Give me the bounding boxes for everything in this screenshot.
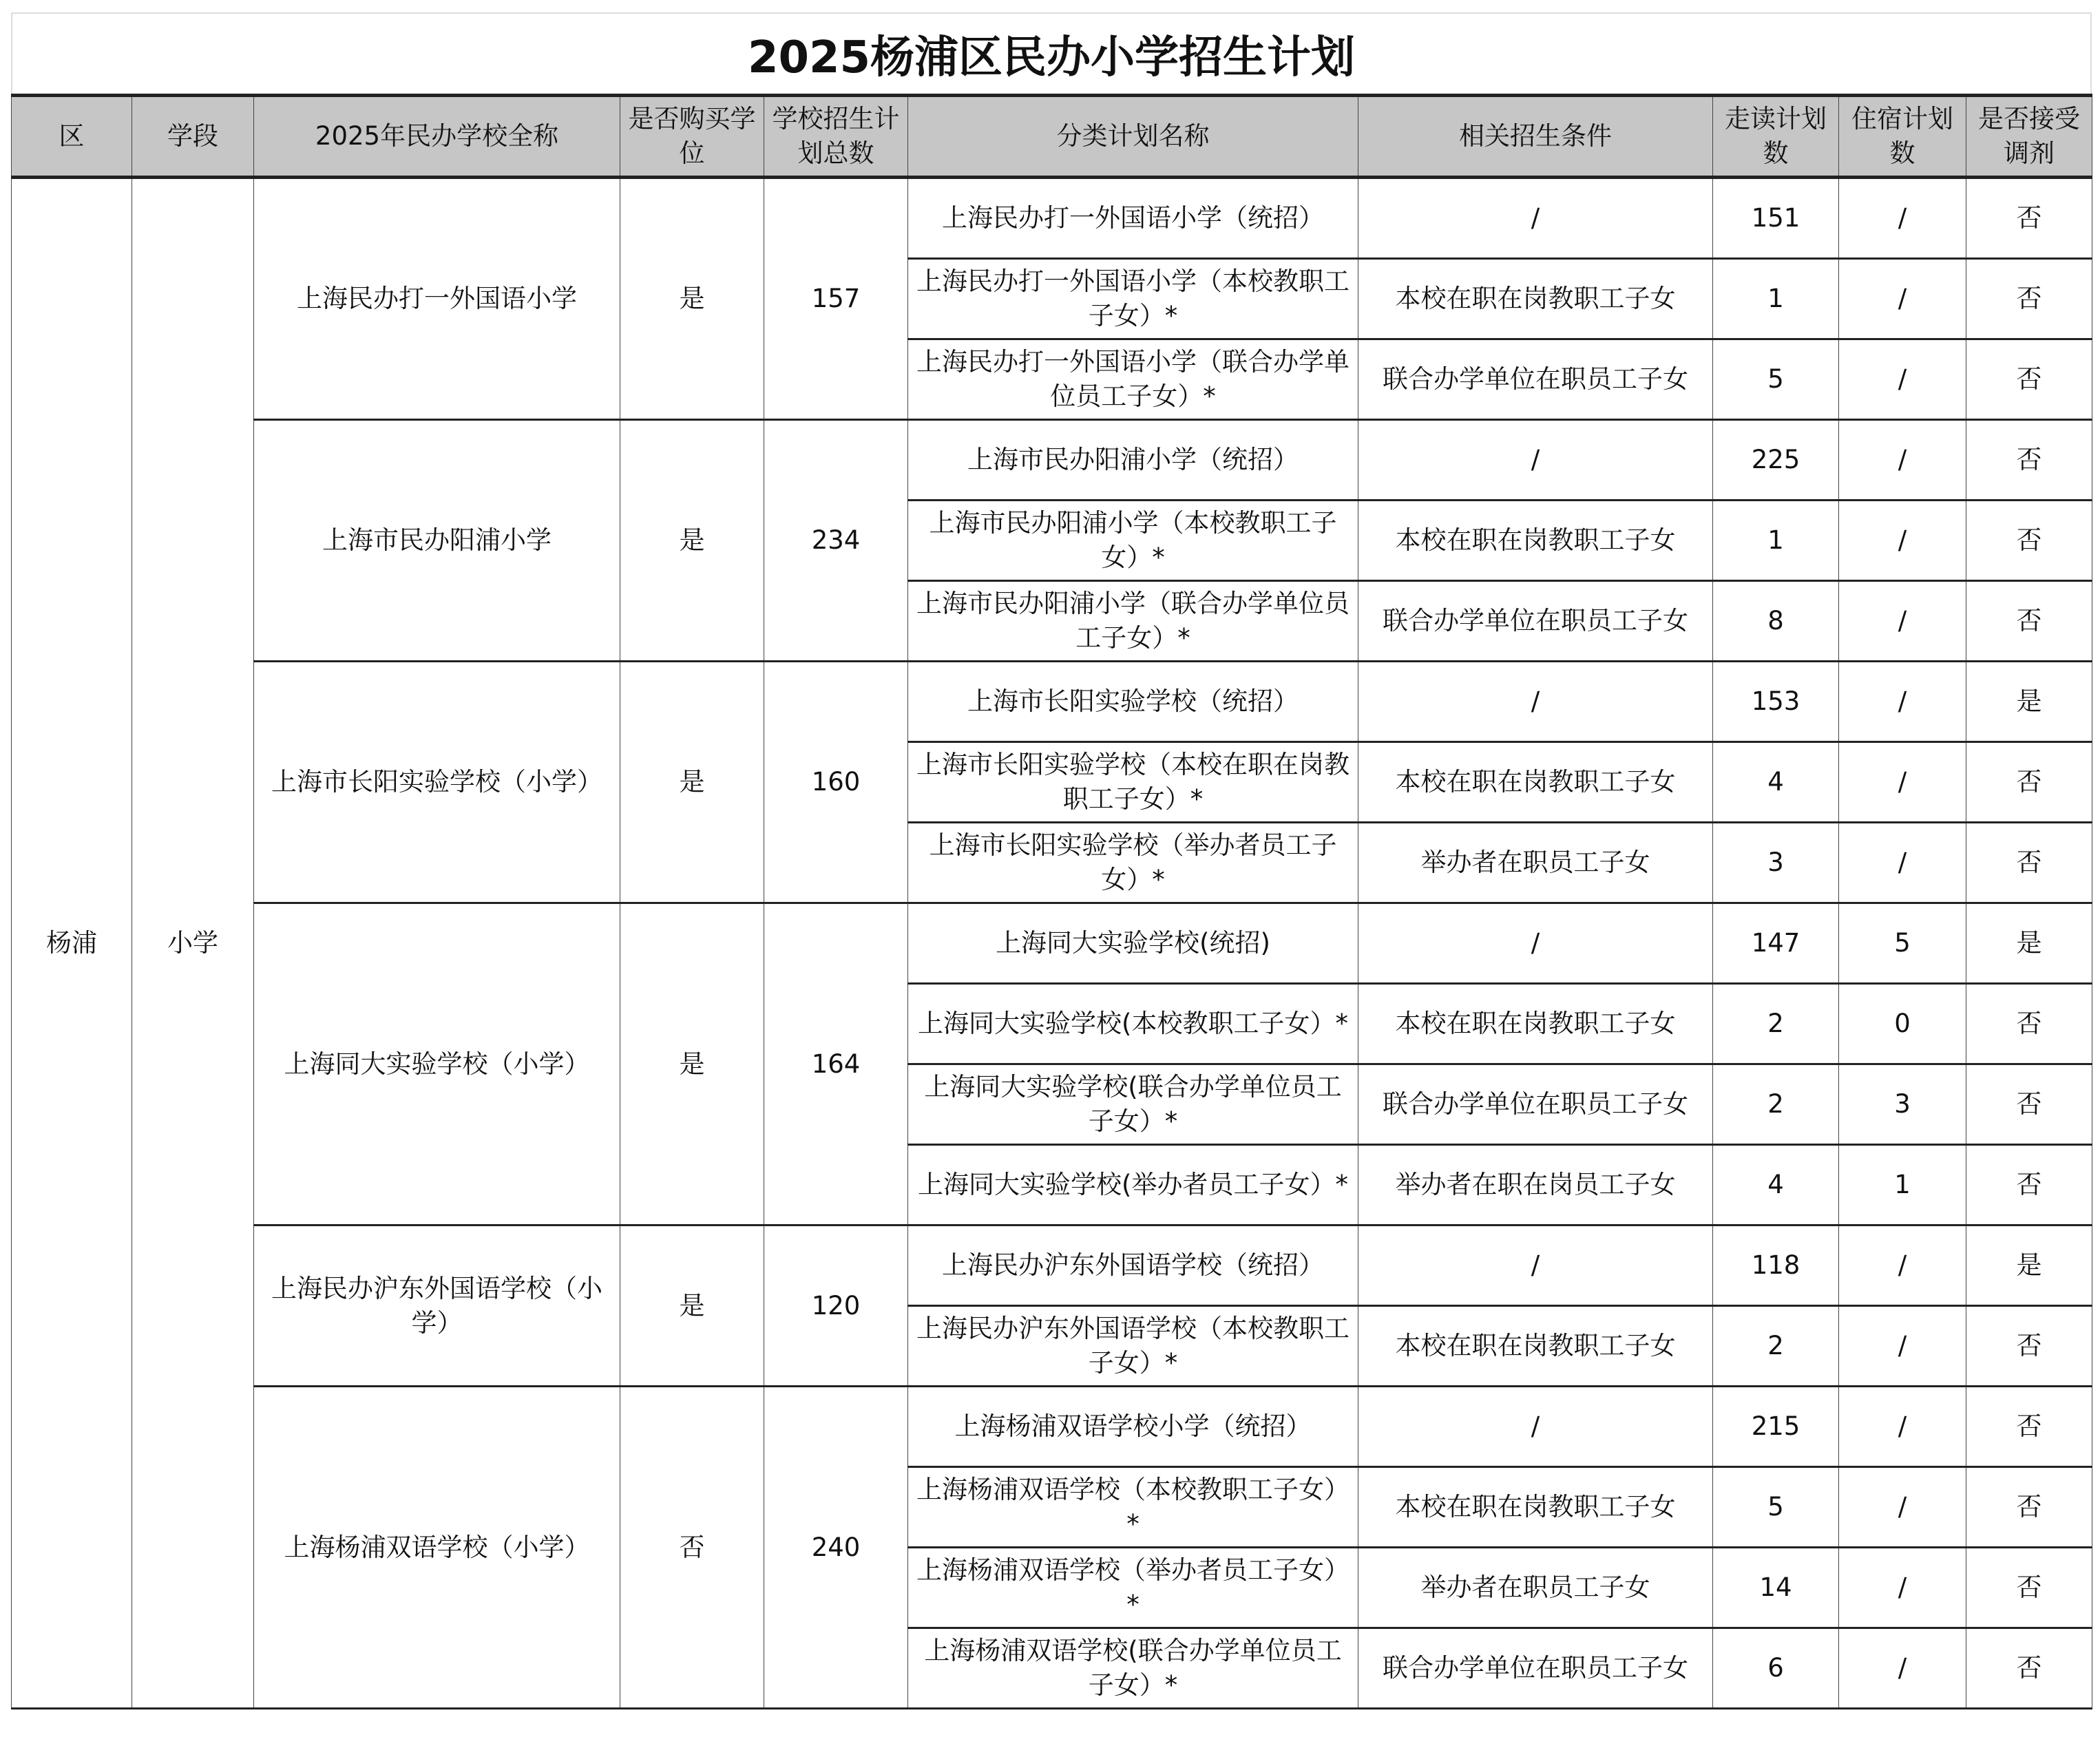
buy-seats-cell: 是 — [620, 1225, 764, 1387]
school-name-cell: 上海杨浦双语学校（小学） — [254, 1387, 620, 1709]
conditions-cell: / — [1358, 903, 1713, 984]
table-row — [12, 903, 2092, 984]
boarding-plan-cell: / — [1839, 581, 1966, 662]
boarding-plan-cell: / — [1839, 1548, 1966, 1628]
boarding-plan-cell: / — [1839, 1225, 1966, 1306]
boarding-plan-cell: / — [1839, 1467, 1966, 1548]
conditions-cell: 本校在职在岗教职工子女 — [1358, 1306, 1713, 1387]
table-row — [12, 420, 2092, 501]
accept-adjust-cell: 是 — [1966, 903, 2092, 984]
plan-name-cell: 上海市民办阳浦小学（联合办学单位员工子女）* — [908, 581, 1358, 662]
header-buy-seats: 是否购买学位 — [620, 96, 764, 178]
day-plan-cell: 6 — [1713, 1628, 1839, 1709]
accept-adjust-cell: 否 — [1966, 1467, 2092, 1548]
conditions-cell: / — [1358, 420, 1713, 501]
school-name-cell: 上海民办沪东外国语学校（小学） — [254, 1225, 620, 1387]
conditions-cell: 举办者在职在岗员工子女 — [1358, 1145, 1713, 1225]
conditions-cell: / — [1358, 1387, 1713, 1467]
header-conditions: 相关招生条件 — [1358, 96, 1713, 178]
accept-adjust-cell: 否 — [1966, 501, 2092, 581]
table-row — [12, 1387, 2092, 1467]
header-row — [12, 96, 2092, 178]
plan-name-cell: 上海市民办阳浦小学（统招） — [908, 420, 1358, 501]
accept-adjust-cell: 否 — [1966, 984, 2092, 1064]
day-plan-cell: 151 — [1713, 178, 1839, 259]
total-plan-cell: 157 — [764, 178, 908, 420]
accept-adjust-cell: 否 — [1966, 581, 2092, 662]
enrollment-plan-sheet — [11, 12, 2092, 1709]
buy-seats-cell: 是 — [620, 420, 764, 662]
boarding-plan-cell: / — [1839, 259, 1966, 339]
accept-adjust-cell: 否 — [1966, 1548, 2092, 1628]
boarding-plan-cell: / — [1839, 1306, 1966, 1387]
day-plan-cell: 1 — [1713, 501, 1839, 581]
buy-seats-cell: 是 — [620, 662, 764, 903]
conditions-cell: 本校在职在岗教职工子女 — [1358, 1467, 1713, 1548]
boarding-plan-cell: 1 — [1839, 1145, 1966, 1225]
buy-seats-cell: 是 — [620, 903, 764, 1225]
boarding-plan-cell: 5 — [1839, 903, 1966, 984]
conditions-cell: 联合办学单位在职员工子女 — [1358, 1628, 1713, 1709]
accept-adjust-cell: 否 — [1966, 1387, 2092, 1467]
boarding-plan-cell: / — [1839, 742, 1966, 823]
plan-name-cell: 上海民办沪东外国语学校（统招） — [908, 1225, 1358, 1306]
header-accept-adjust: 是否接受调剂 — [1966, 96, 2092, 178]
plan-name-cell: 上海民办打一外国语小学（联合办学单位员工子女）* — [908, 339, 1358, 420]
plan-name-cell: 上海民办打一外国语小学（统招） — [908, 178, 1358, 259]
table-row — [12, 662, 2092, 742]
plan-name-cell: 上海民办打一外国语小学（本校教职工子女）* — [908, 259, 1358, 339]
plan-name-cell: 上海市民办阳浦小学（本校教职工子女）* — [908, 501, 1358, 581]
header-school-name: 2025年民办学校全称 — [254, 96, 620, 178]
plan-name-cell: 上海同大实验学校(举办者员工子女）* — [908, 1145, 1358, 1225]
conditions-cell: 本校在职在岗教职工子女 — [1358, 501, 1713, 581]
day-plan-cell: 118 — [1713, 1225, 1839, 1306]
total-plan-cell: 234 — [764, 420, 908, 662]
accept-adjust-cell: 是 — [1966, 662, 2092, 742]
boarding-plan-cell: / — [1839, 501, 1966, 581]
boarding-plan-cell: / — [1839, 662, 1966, 742]
conditions-cell: 本校在职在岗教职工子女 — [1358, 984, 1713, 1064]
plan-name-cell: 上海同大实验学校(联合办学单位员工子女）* — [908, 1064, 1358, 1145]
plan-name-cell: 上海市长阳实验学校（统招） — [908, 662, 1358, 742]
day-plan-cell: 225 — [1713, 420, 1839, 501]
plan-name-cell: 上海杨浦双语学校（举办者员工子女）* — [908, 1548, 1358, 1628]
day-plan-cell: 2 — [1713, 1306, 1839, 1387]
header-total-plan: 学校招生计划总数 — [764, 96, 908, 178]
plan-name-cell: 上海同大实验学校(统招) — [908, 903, 1358, 984]
conditions-cell: / — [1358, 178, 1713, 259]
day-plan-cell: 4 — [1713, 742, 1839, 823]
conditions-cell: 本校在职在岗教职工子女 — [1358, 259, 1713, 339]
header-boarding-plan: 住宿计划数 — [1839, 96, 1966, 178]
boarding-plan-cell: 0 — [1839, 984, 1966, 1064]
school-name-cell: 上海民办打一外国语小学 — [254, 178, 620, 420]
total-plan-cell: 164 — [764, 903, 908, 1225]
plan-name-cell: 上海杨浦双语学校（本校教职工子女）* — [908, 1467, 1358, 1548]
page-title: 2025杨浦区民办小学招生计划 — [11, 12, 2092, 94]
plan-name-cell: 上海杨浦双语学校小学（统招） — [908, 1387, 1358, 1467]
boarding-plan-cell: / — [1839, 1387, 1966, 1467]
enrollment-table — [11, 94, 2092, 1709]
day-plan-cell: 3 — [1713, 823, 1839, 903]
day-plan-cell: 215 — [1713, 1387, 1839, 1467]
conditions-cell: / — [1358, 1225, 1713, 1306]
conditions-cell: 联合办学单位在职员工子女 — [1358, 1064, 1713, 1145]
header-plan-name: 分类计划名称 — [908, 96, 1358, 178]
conditions-cell: 联合办学单位在职员工子女 — [1358, 581, 1713, 662]
header-day-plan: 走读计划数 — [1713, 96, 1839, 178]
conditions-cell: 举办者在职员工子女 — [1358, 823, 1713, 903]
stage-cell: 小学 — [132, 178, 254, 1709]
day-plan-cell: 1 — [1713, 259, 1839, 339]
boarding-plan-cell: / — [1839, 1628, 1966, 1709]
accept-adjust-cell: 否 — [1966, 339, 2092, 420]
header-stage: 学段 — [132, 96, 254, 178]
accept-adjust-cell: 否 — [1966, 1145, 2092, 1225]
plan-name-cell: 上海杨浦双语学校(联合办学单位员工子女）* — [908, 1628, 1358, 1709]
district-cell: 杨浦 — [12, 178, 132, 1709]
day-plan-cell: 8 — [1713, 581, 1839, 662]
total-plan-cell: 120 — [764, 1225, 908, 1387]
boarding-plan-cell: / — [1839, 178, 1966, 259]
table-row — [12, 178, 2092, 259]
day-plan-cell: 5 — [1713, 339, 1839, 420]
plan-name-cell: 上海民办沪东外国语学校（本校教职工子女）* — [908, 1306, 1358, 1387]
conditions-cell: 联合办学单位在职员工子女 — [1358, 339, 1713, 420]
boarding-plan-cell: 3 — [1839, 1064, 1966, 1145]
conditions-cell: / — [1358, 662, 1713, 742]
school-name-cell: 上海市长阳实验学校（小学） — [254, 662, 620, 903]
day-plan-cell: 147 — [1713, 903, 1839, 984]
conditions-cell: 举办者在职员工子女 — [1358, 1548, 1713, 1628]
boarding-plan-cell: / — [1839, 420, 1966, 501]
total-plan-cell: 240 — [764, 1387, 908, 1709]
accept-adjust-cell: 否 — [1966, 420, 2092, 501]
header-district: 区 — [12, 96, 132, 178]
accept-adjust-cell: 否 — [1966, 259, 2092, 339]
day-plan-cell: 5 — [1713, 1467, 1839, 1548]
day-plan-cell: 2 — [1713, 984, 1839, 1064]
school-name-cell: 上海市民办阳浦小学 — [254, 420, 620, 662]
day-plan-cell: 14 — [1713, 1548, 1839, 1628]
table-row — [12, 1225, 2092, 1306]
accept-adjust-cell: 是 — [1966, 1225, 2092, 1306]
plan-name-cell: 上海同大实验学校(本校教职工子女）* — [908, 984, 1358, 1064]
buy-seats-cell: 否 — [620, 1387, 764, 1709]
day-plan-cell: 153 — [1713, 662, 1839, 742]
accept-adjust-cell: 否 — [1966, 178, 2092, 259]
total-plan-cell: 160 — [764, 662, 908, 903]
buy-seats-cell: 是 — [620, 178, 764, 420]
accept-adjust-cell: 否 — [1966, 1628, 2092, 1709]
day-plan-cell: 2 — [1713, 1064, 1839, 1145]
school-name-cell: 上海同大实验学校（小学） — [254, 903, 620, 1225]
accept-adjust-cell: 否 — [1966, 1306, 2092, 1387]
accept-adjust-cell: 否 — [1966, 823, 2092, 903]
accept-adjust-cell: 否 — [1966, 1064, 2092, 1145]
boarding-plan-cell: / — [1839, 823, 1966, 903]
boarding-plan-cell: / — [1839, 339, 1966, 420]
day-plan-cell: 4 — [1713, 1145, 1839, 1225]
plan-name-cell: 上海市长阳实验学校（举办者员工子女）* — [908, 823, 1358, 903]
conditions-cell: 本校在职在岗教职工子女 — [1358, 742, 1713, 823]
plan-name-cell: 上海市长阳实验学校（本校在职在岗教职工子女）* — [908, 742, 1358, 823]
accept-adjust-cell: 否 — [1966, 742, 2092, 823]
